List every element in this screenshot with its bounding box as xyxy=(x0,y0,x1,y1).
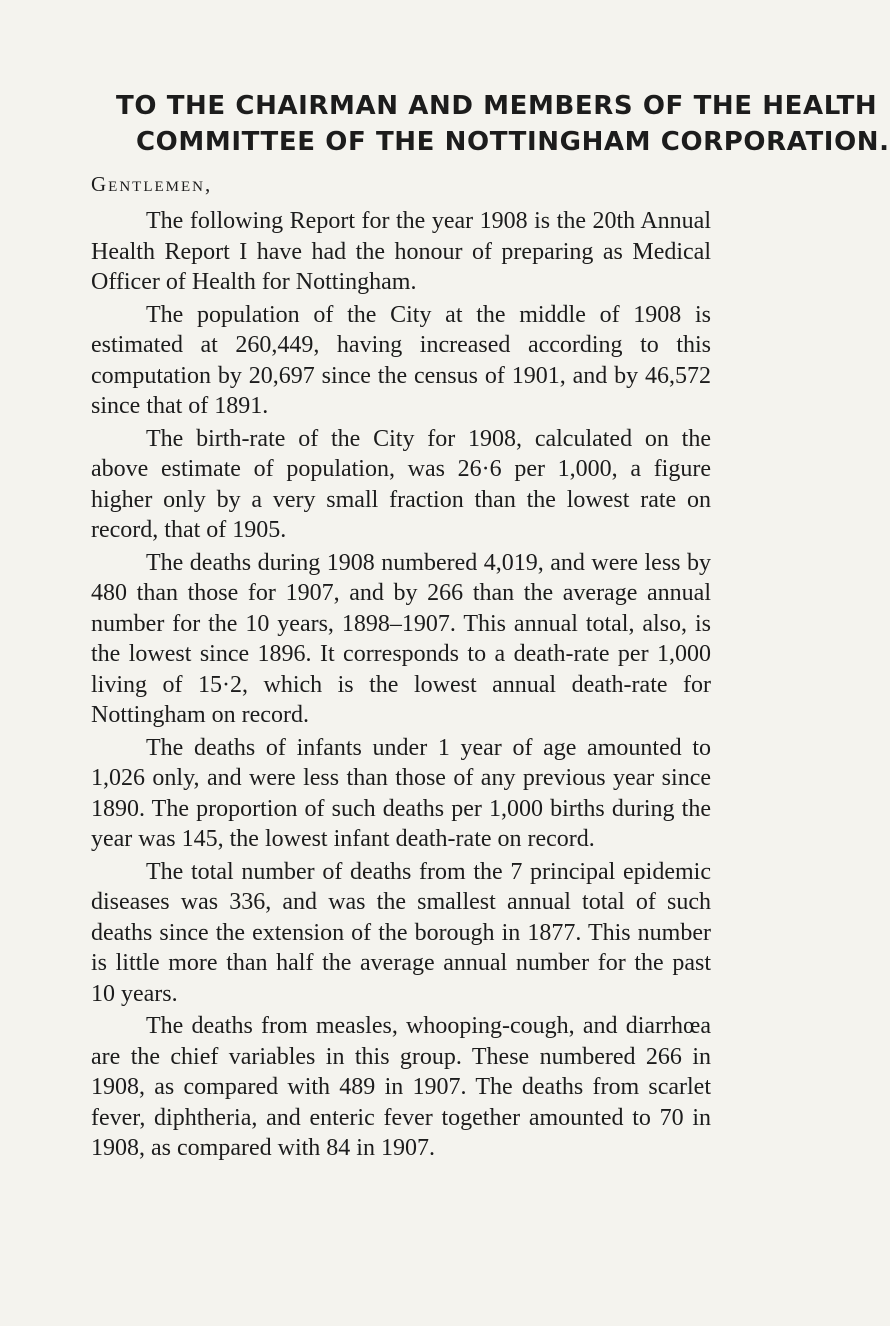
paragraph-birth-rate: The birth-rate of the City for 1908, calculated on the above estimate of population, was 26·6 per 1,000, a figure higher only by a very small fraction than the lowest rate on record, that of 1905. xyxy=(91,425,711,543)
paragraph-report-intro: The following Report for the year 1908 is the 20th Annual Health Report I have had the honour of preparing as Medical Officer of Health for Nottingham. xyxy=(91,208,711,295)
salutation: Gentlemen, xyxy=(91,172,213,196)
paragraph-infant-deaths: The deaths of infants under 1 year of age amounted to 1,026 only, and were less than those of any previous year since 1890. The proportion of such deaths per 1,000 births during the year was 145, the lowest infant death-rate on record. xyxy=(91,734,711,852)
heading-line-1: TO THE CHAIRMAN AND MEMBERS OF THE HEALTH xyxy=(116,91,878,121)
paragraph-variables: The deaths from measles, whooping-cough, and diarrhœa are the chief variables in this group. These numbered 266 in 1908, as compared with 489 in 1907. The deaths from scarlet fever, diphtheria, and enteric fever together amounted to 70 in 1908, as compared with 84 in 1907. xyxy=(91,1013,711,1161)
heading-line-2: COMMITTEE OF THE NOTTINGHAM CORPORATION. xyxy=(136,127,890,157)
document-heading xyxy=(100,88,890,160)
paragraph-deaths: The deaths during 1908 numbered 4,019, and were less by 480 than those for 1907, and by 266 than the average annual number for the 10 years, 1898–1907. This annual total, also, is the lowest since 1896. It corresponds to a death-rate per 1,000 living of 15·2, which is the lowest annual death-rate for Nottingham on record. xyxy=(91,549,711,728)
paragraph-epidemic-diseases: The total number of deaths from the 7 principal epidemic diseases was 336, and was the smallest annual total of such deaths since the extension of the borough in 1877. This number is little more than half the average annual number for the past 10 years. xyxy=(91,858,711,1007)
report-body xyxy=(91,206,711,1166)
paragraph-population: The population of the City at the middle of 1908 is estimated at 260,449, having increased according to this computation by 20,697 since the census of 1901, and by 46,572 since that of 1891. xyxy=(91,301,711,419)
